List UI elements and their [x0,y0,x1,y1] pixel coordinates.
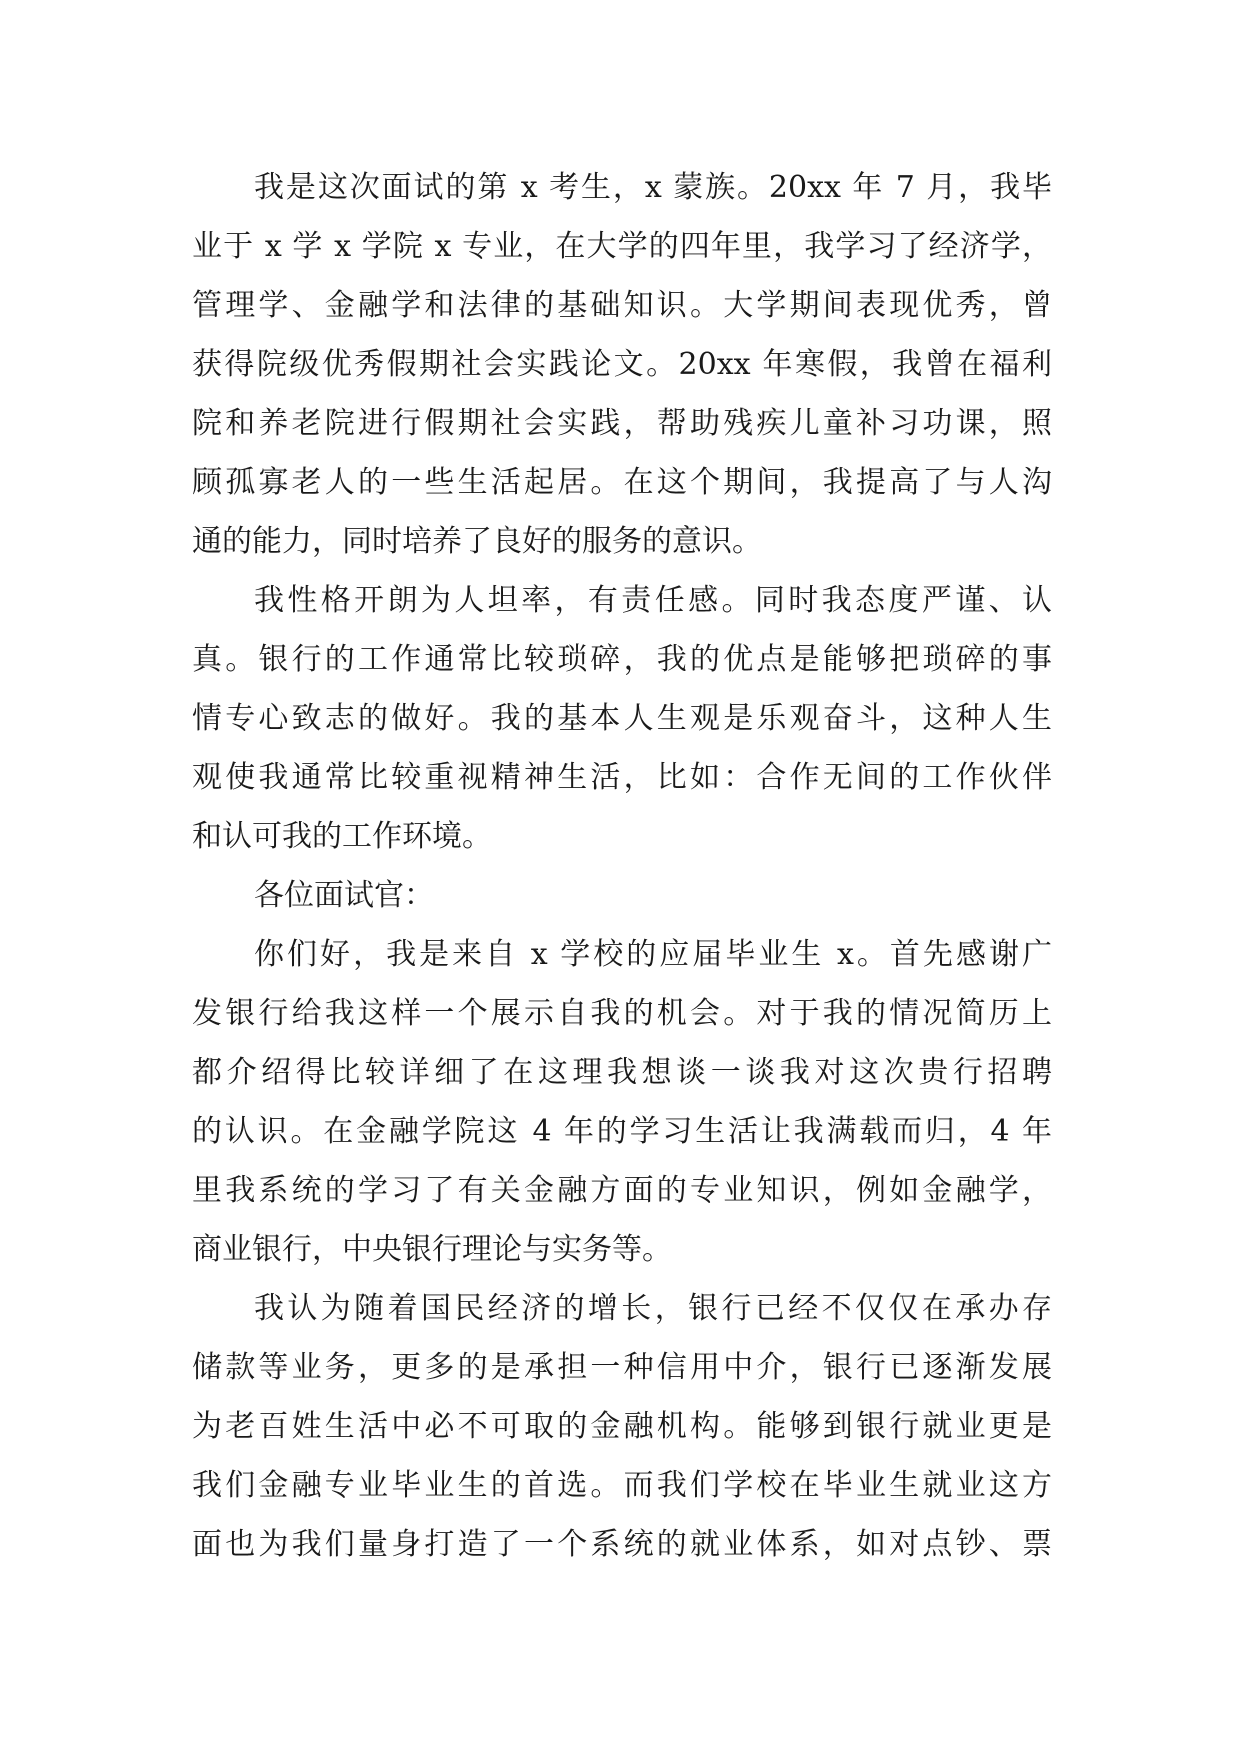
paragraph-4-line-3: 为老百姓生活中必不可取的金融机构。能够到银行就业更是 [192,1409,1052,1444]
document-body [192,158,1052,1574]
paragraph-1-line-3: 管理学、金融学和法律的基础知识。大学期间表现优秀，曾 [192,288,1052,323]
paragraph-4-line-4: 我们金融专业毕业生的首选。而我们学校在毕业生就业这方 [192,1468,1052,1503]
paragraph-4-line-2: 储款等业务，更多的是承担一种信用中介，银行已逐渐发展 [192,1350,1052,1385]
paragraph-4-line-5: 面也为我们量身打造了一个系统的就业体系，如对点钞、票 [192,1527,1052,1562]
paragraph-2-line-3: 情专心致志的做好。我的基本人生观是乐观奋斗，这种人生 [192,701,1052,736]
paragraph-2-line-5: 和认可我的工作环境。 [192,819,492,854]
paragraph-3-line-1: 你们好，我是来自 x 学校的应届毕业生 x。首先感谢广 [254,937,1052,972]
paragraph-2-line-4: 观使我通常比较重视精神生活，比如：合作无间的工作伙伴 [192,760,1052,795]
paragraph-3-line-5: 里我系统的学习了有关金融方面的专业知识，例如金融学， [192,1173,1052,1208]
salutation-line: 各位面试官： [254,878,434,913]
paragraph-1-line-7: 通的能力，同时培养了良好的服务的意识。 [192,524,762,559]
paragraph-3-line-4: 的认识。在金融学院这 4 年的学习生活让我满载而归，4 年 [192,1114,1052,1149]
paragraph-2-line-1: 我性格开朗为人坦率，有责任感。同时我态度严谨、认 [254,583,1052,618]
paragraph-1-line-1: 我是这次面试的第 x 考生，x 蒙族。20xx 年 7 月，我毕 [254,170,1052,205]
paragraph-4-line-1: 我认为随着国民经济的增长，银行已经不仅仅在承办存 [254,1291,1052,1326]
paragraph-1-line-5: 院和养老院进行假期社会实践，帮助残疾儿童补习功课，照 [192,406,1052,441]
paragraph-3-line-2: 发银行给我这样一个展示自我的机会。对于我的情况简历上 [192,996,1052,1031]
paragraph-1-line-2: 业于 x 学 x 学院 x 专业，在大学的四年里，我学习了经济学， [192,229,1052,264]
paragraph-2-line-2: 真。银行的工作通常比较琐碎，我的优点是能够把琐碎的事 [192,642,1052,677]
paragraph-1-line-6: 顾孤寡老人的一些生活起居。在这个期间，我提高了与人沟 [192,465,1052,500]
paragraph-1-line-4: 获得院级优秀假期社会实践论文。20xx 年寒假，我曾在福利 [192,347,1052,382]
paragraph-3-line-6: 商业银行，中央银行理论与实务等。 [192,1232,672,1267]
paragraph-3-line-3: 都介绍得比较详细了在这理我想谈一谈我对这次贵行招聘 [192,1055,1052,1090]
